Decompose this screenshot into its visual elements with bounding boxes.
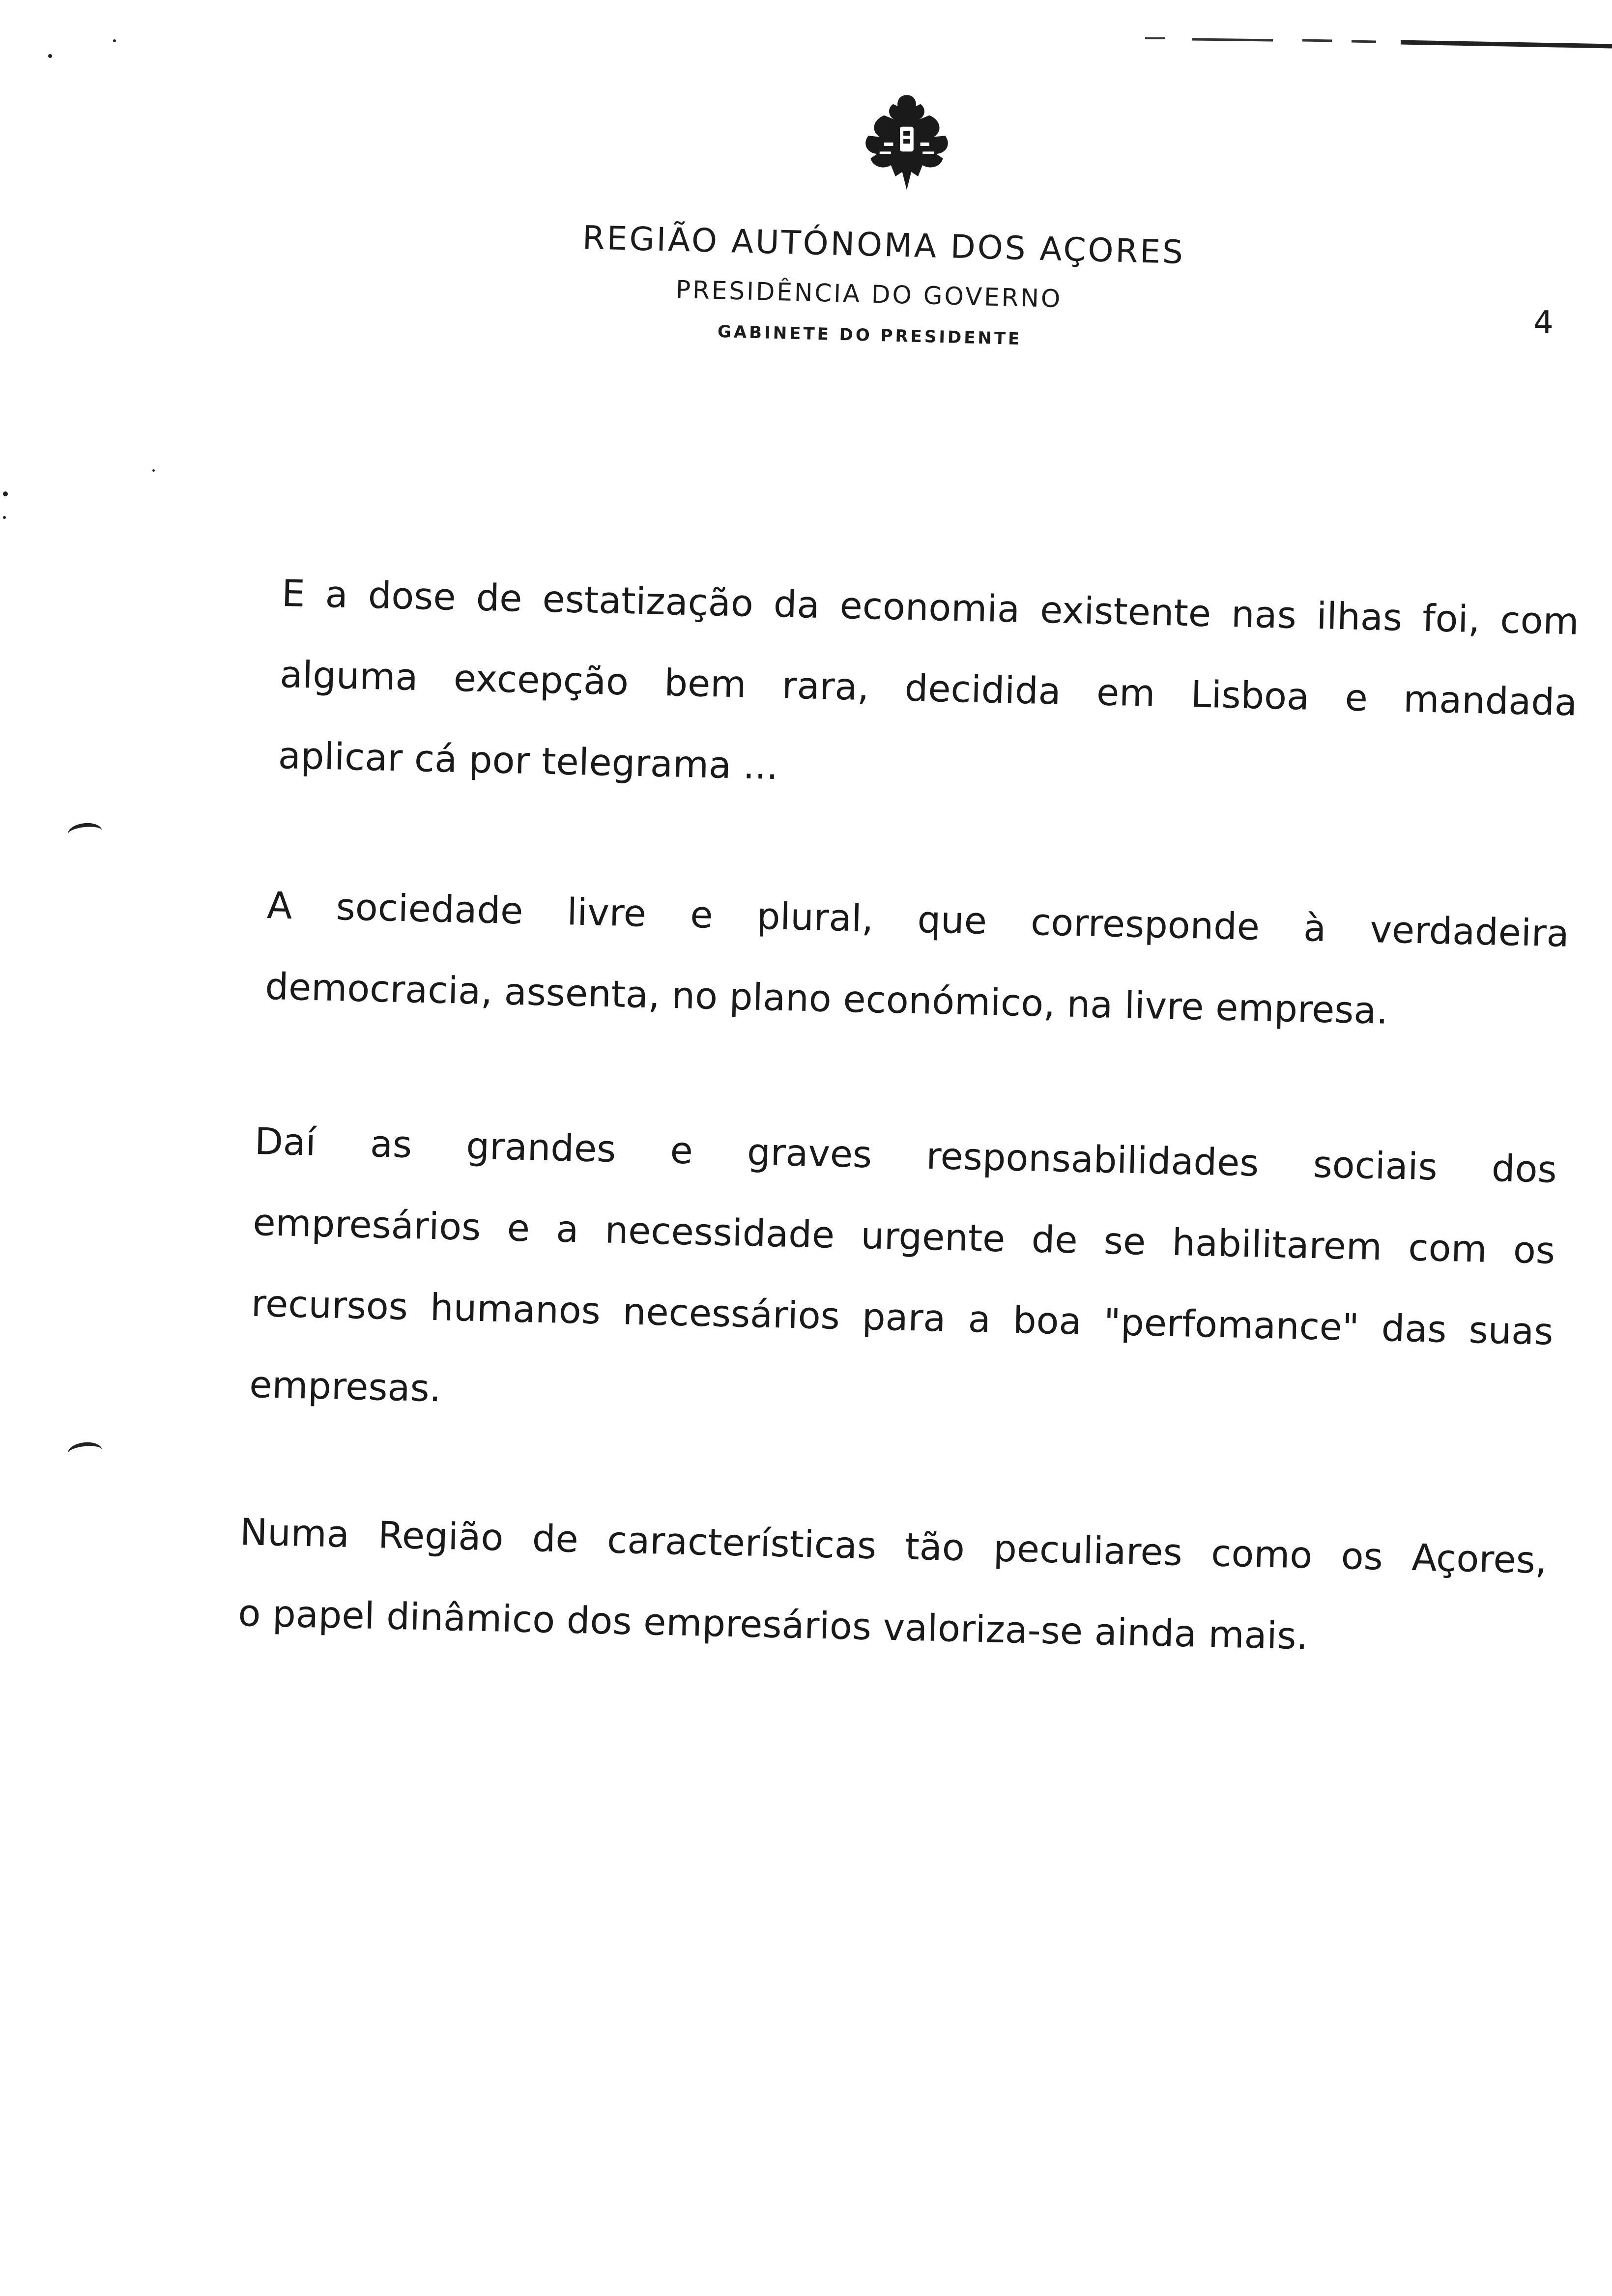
header-region-name: REGIÃO AUTÓNOMA DOS AÇORES (582, 219, 1185, 271)
scan-speck (3, 491, 8, 496)
scan-speck (3, 516, 6, 519)
text-line: democracia, assenta, no plano económico, na livre empresa. (264, 964, 1389, 1033)
text-line: recursos humanos necessários para a boa "perfomance" das suas (251, 1281, 1554, 1353)
margin-mark (67, 821, 103, 843)
page-number: 4 (1533, 305, 1554, 341)
text-line: alguma excepção bem rara, decidida em Lisboa e mandada (279, 652, 1578, 724)
paragraph-2 (264, 865, 1570, 1056)
paragraph-1 (277, 553, 1580, 824)
text-line: aplicar cá por telegrama ... (278, 733, 779, 788)
text-line: empresas. (249, 1362, 442, 1410)
text-line: Numa Região de características tão peculiares como os Açores, (239, 1510, 1548, 1582)
scan-artifact-top-line (1145, 34, 1612, 54)
text-line: empresários e a necessidade urgente de se habilitarem com os (252, 1200, 1555, 1272)
header-presidency: PRESIDÊNCIA DO GOVERNO (675, 275, 1063, 314)
scan-speck (48, 54, 52, 58)
text-line: A sociedade livre e plural, que corresponde à verdadeira (266, 883, 1570, 955)
scan-speck (152, 469, 155, 472)
text-line: Daí as grandes e graves responsabilidades sociais dos (254, 1119, 1557, 1191)
azores-crest-icon (850, 86, 963, 199)
paragraph-3 (249, 1101, 1558, 1454)
paragraph-4 (237, 1492, 1548, 1682)
text-line: E a dose de estatização da economia existente nas ilhas foi, com (281, 571, 1580, 643)
text-line: o papel dinâmico dos empresários valoriza-se ainda mais. (237, 1591, 1309, 1658)
margin-mark (67, 1440, 103, 1463)
header-cabinet: GABINETE DO PRESIDENTE (717, 322, 1022, 349)
scan-speck (113, 39, 116, 42)
